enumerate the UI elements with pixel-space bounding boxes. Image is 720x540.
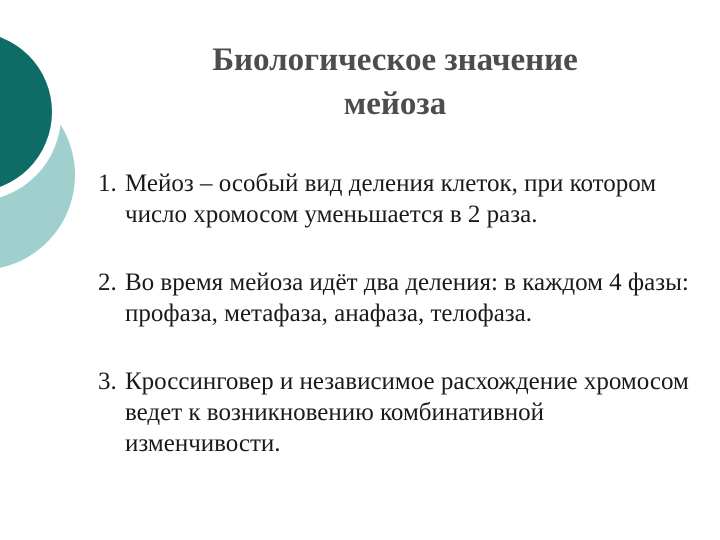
- point-item: [98, 267, 698, 329]
- points-list: [98, 168, 698, 496]
- point-item: [98, 168, 698, 230]
- point-text: Мейоз – особый вид деления клеток, при котором число хромосом уменьшается в 2 раза.: [125, 170, 657, 228]
- point-text: Кроссинговер и независимое расхождение хромосом ведет к возникновению комбинативной изменчивости.: [125, 368, 689, 457]
- point-number: 1.: [98, 170, 117, 197]
- point-number: 3.: [98, 368, 117, 395]
- point-item: [98, 366, 698, 459]
- slide-title: [150, 38, 640, 126]
- title-line-2: мейоза: [343, 86, 447, 122]
- title-line-1: Биологическое значение: [212, 42, 578, 78]
- decorative-circles: [0, 0, 90, 300]
- point-number: 2.: [98, 269, 117, 296]
- point-text: Во время мейоза идёт два деления: в каждом 4 фазы: профаза, метафаза, анафаза, телофаза.: [125, 269, 689, 327]
